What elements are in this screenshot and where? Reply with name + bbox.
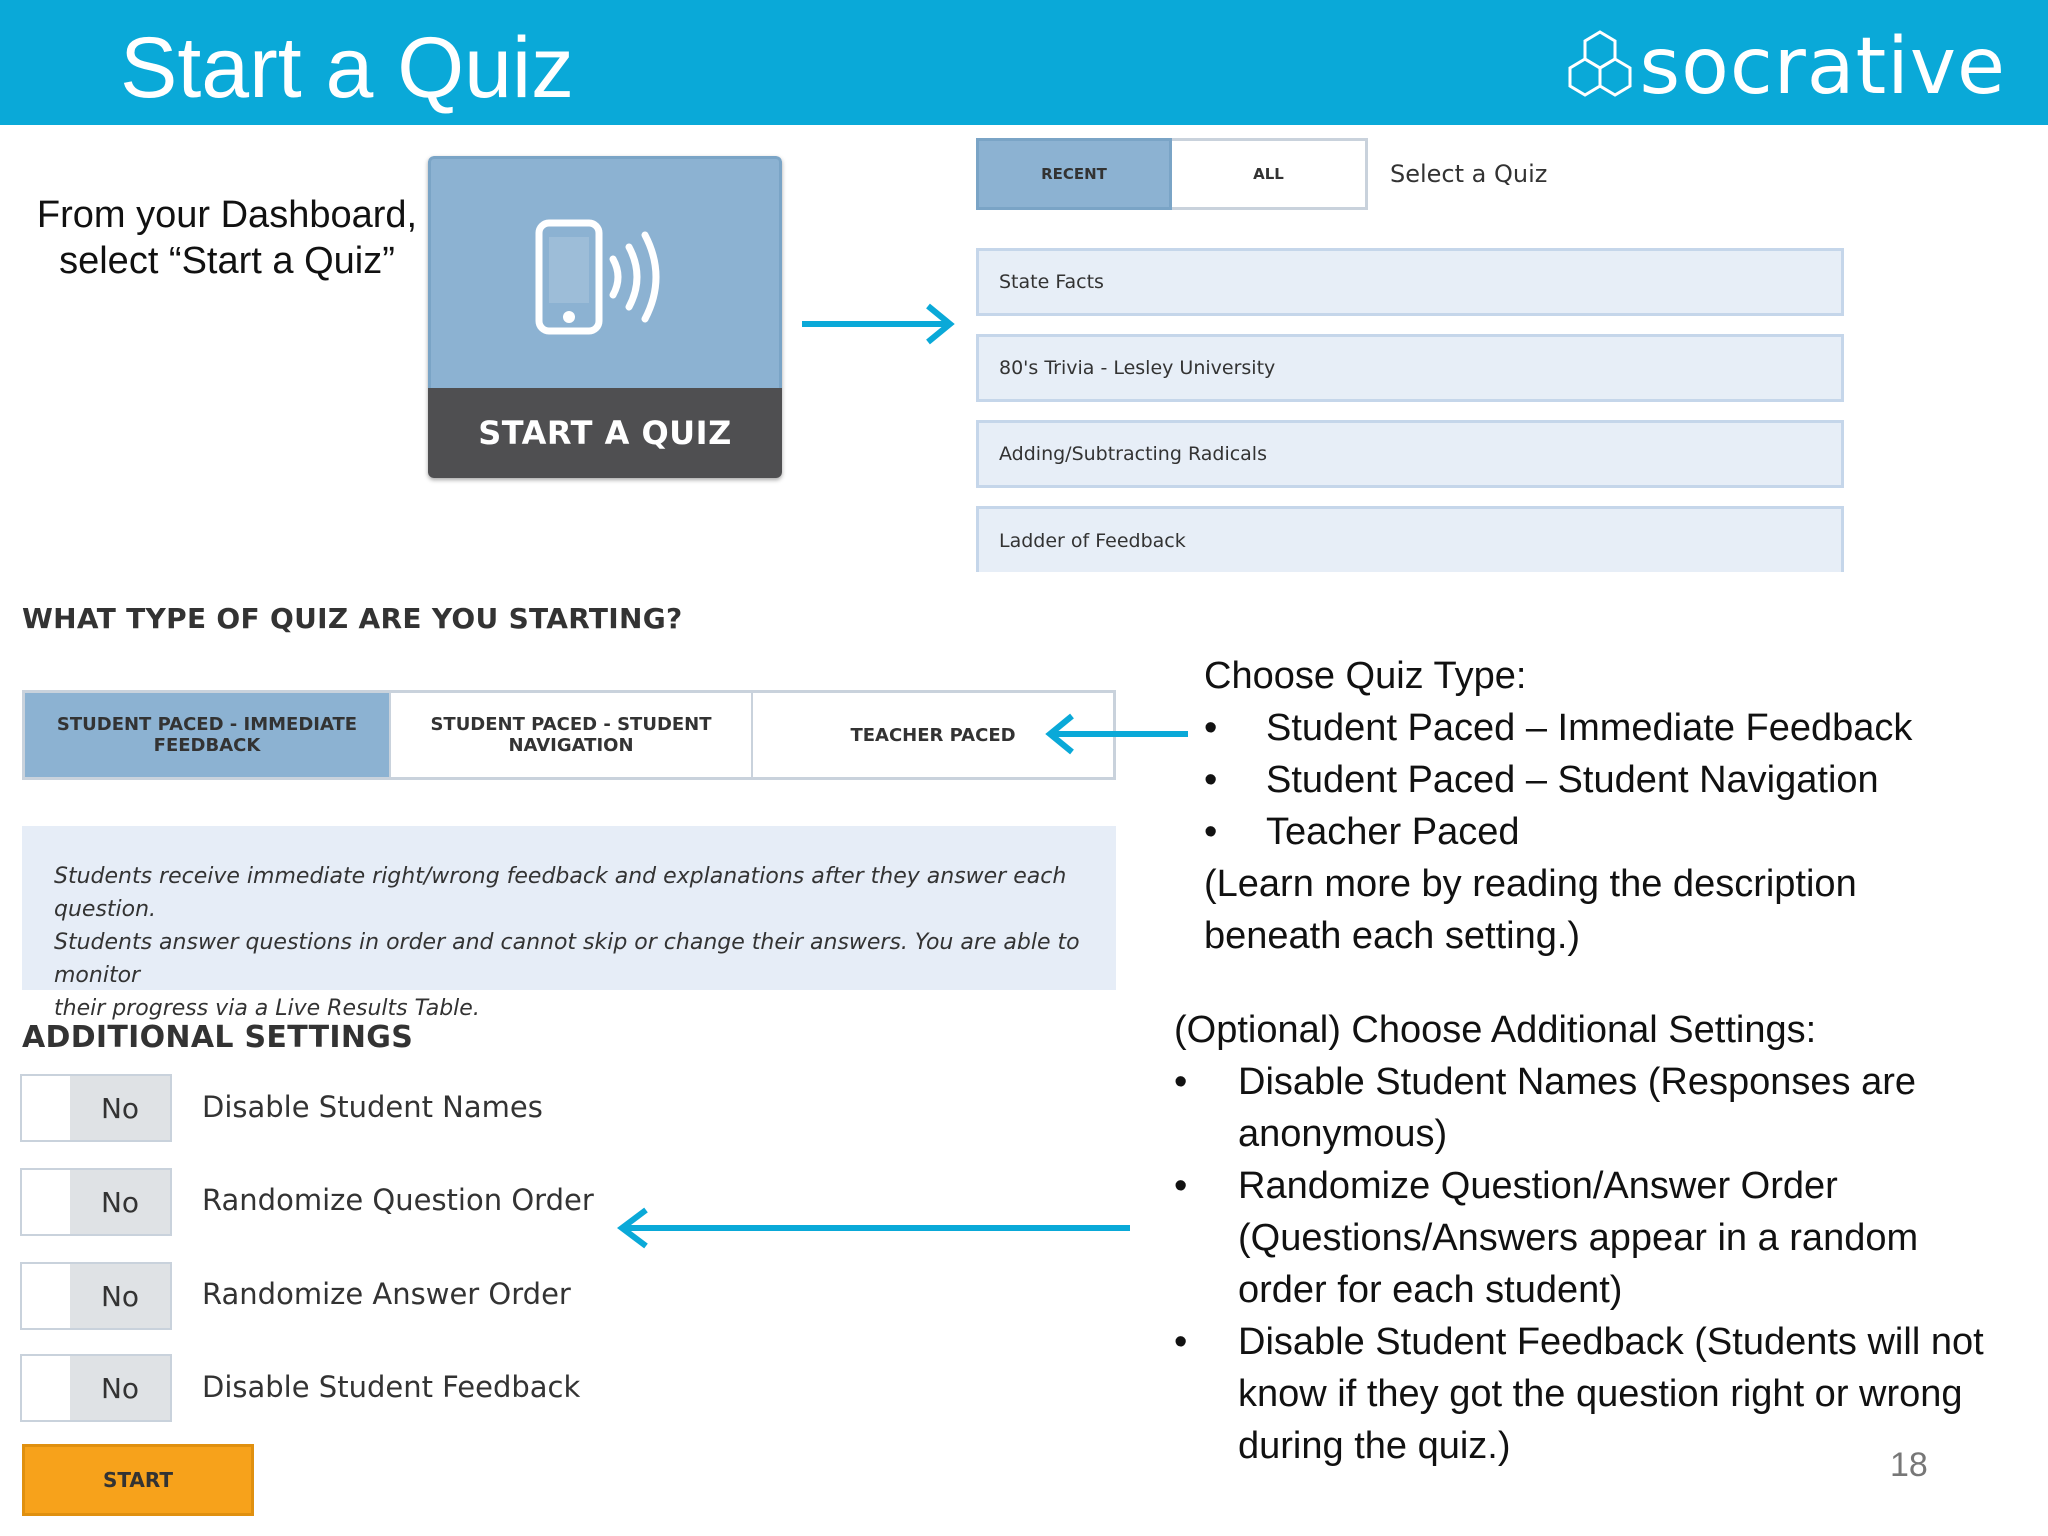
description-line: Students receive immediate right/wrong feedback and explanations after they answer each question.: [54, 864, 1067, 922]
explanation-heading: (Optional) Choose Additional Settings:: [1174, 1009, 1817, 1051]
bullet-text: Disable Student Feedback (Students will not: [1238, 1321, 1984, 1363]
bullet-text: Randomize Question/Answer Order: [1238, 1165, 1838, 1207]
explanation-heading: Choose Quiz Type:: [1204, 655, 1527, 697]
tab-student-paced-student-navigation[interactable]: [389, 693, 753, 777]
explanation-note: (Learn more by reading the description: [1204, 863, 1857, 905]
bullet-icon: •: [1174, 1061, 1188, 1103]
left-arrow-icon: [612, 1206, 1132, 1250]
tab-label: STUDENT PACED - STUDENT: [430, 714, 712, 735]
intro-text: [22, 192, 432, 284]
bullet-text: Student Paced – Student Navigation: [1266, 759, 1879, 801]
quiz-type-description: [22, 826, 1116, 1021]
toggle-state: No: [70, 1076, 170, 1140]
toggle-randomize-answer-order[interactable]: [20, 1262, 172, 1330]
explanation-bullet: [1174, 1056, 2034, 1160]
toggle-knob: [22, 1264, 72, 1328]
explanation-bullet: [1204, 806, 2024, 858]
explanation-bullet: [1204, 754, 2024, 806]
toggle-knob: [22, 1356, 72, 1420]
tab-all[interactable]: ALL: [1172, 138, 1368, 210]
intro-line: select “Start a Quiz”: [59, 240, 395, 282]
description-line: Students answer questions in order and cannot skip or change their answers. You are able to monitor: [54, 930, 1080, 988]
bullet-icon: •: [1204, 811, 1218, 853]
logo-wordmark: socrative: [1639, 22, 2006, 112]
right-arrow-icon: [800, 302, 956, 346]
quiz-list-item[interactable]: Adding/Subtracting Radicals: [976, 420, 1844, 488]
toggle-knob: [22, 1076, 72, 1140]
tile-icon-area: [428, 156, 782, 388]
quiz-list-item[interactable]: 80's Trivia - Lesley University: [976, 334, 1844, 402]
toggle-state: No: [70, 1264, 170, 1328]
bullet-icon: •: [1174, 1321, 1188, 1363]
page-number: 18: [1890, 1446, 1928, 1484]
bullet-text: know if they got the question right or wrong: [1238, 1373, 1963, 1415]
setting-label: Disable Student Feedback: [202, 1370, 581, 1404]
bullet-text: order for each student): [1238, 1269, 1623, 1311]
intro-line: From your Dashboard,: [36, 194, 418, 236]
hexagon-logo-icon: [1565, 28, 1635, 106]
toggle-state: No: [70, 1356, 170, 1420]
bullet-text: during the quiz.): [1238, 1425, 1511, 1467]
explanation-bullet: [1174, 1160, 2034, 1316]
description-line: their progress via a Live Results Table.: [54, 996, 480, 1021]
quiz-list-item[interactable]: State Facts: [976, 248, 1844, 316]
bullet-text: Student Paced – Immediate Feedback: [1266, 707, 1913, 749]
explanation-note: beneath each setting.): [1204, 915, 1581, 957]
socrative-logo: [1565, 22, 2006, 112]
bullet-text: Disable Student Names (Responses are: [1238, 1061, 1917, 1103]
bullet-text: anonymous): [1238, 1113, 1448, 1155]
setting-label: Disable Student Names: [202, 1090, 543, 1124]
settings-explanation: [1174, 1004, 2034, 1472]
bullet-icon: •: [1204, 759, 1218, 801]
tab-label: NAVIGATION: [508, 735, 634, 756]
tab-student-paced-immediate-feedback[interactable]: [25, 693, 389, 777]
toggle-state: No: [70, 1170, 170, 1234]
select-quiz-label: Select a Quiz: [1390, 160, 1548, 188]
quiz-type-explanation: [1204, 650, 2024, 962]
tab-label: TEACHER PACED: [850, 724, 1016, 746]
bullet-text: (Questions/Answers appear in a random: [1238, 1217, 1919, 1259]
quiz-type-heading: WHAT TYPE OF QUIZ ARE YOU STARTING?: [22, 602, 683, 635]
explanation-bullet: [1204, 702, 2024, 754]
quiz-list-item[interactable]: Ladder of Feedback: [976, 506, 1844, 572]
bullet-icon: •: [1204, 707, 1218, 749]
start-quiz-label: START A QUIZ: [478, 414, 732, 452]
bullet-text: Teacher Paced: [1266, 811, 1520, 853]
toggle-disable-student-names[interactable]: [20, 1074, 172, 1142]
start-quiz-tile[interactable]: [428, 156, 782, 478]
start-button[interactable]: START: [22, 1444, 254, 1516]
additional-settings-heading: ADDITIONAL SETTINGS: [22, 1020, 414, 1055]
tile-label-bar: [428, 388, 782, 478]
tab-recent[interactable]: RECENT: [976, 138, 1172, 210]
tab-label: STUDENT PACED - IMMEDIATE: [56, 714, 358, 735]
left-arrow-icon: [1040, 712, 1190, 756]
slide-title: Start a Quiz: [120, 20, 575, 116]
toggle-disable-student-feedback[interactable]: [20, 1354, 172, 1422]
quiz-type-tabs: [22, 690, 1116, 780]
toggle-randomize-question-order[interactable]: [20, 1168, 172, 1236]
phone-broadcast-icon: [535, 219, 675, 339]
bullet-icon: •: [1174, 1165, 1188, 1207]
setting-label: Randomize Answer Order: [202, 1277, 571, 1311]
setting-label: Randomize Question Order: [202, 1183, 594, 1217]
tab-label: FEEDBACK: [153, 735, 261, 756]
toggle-knob: [22, 1170, 72, 1234]
